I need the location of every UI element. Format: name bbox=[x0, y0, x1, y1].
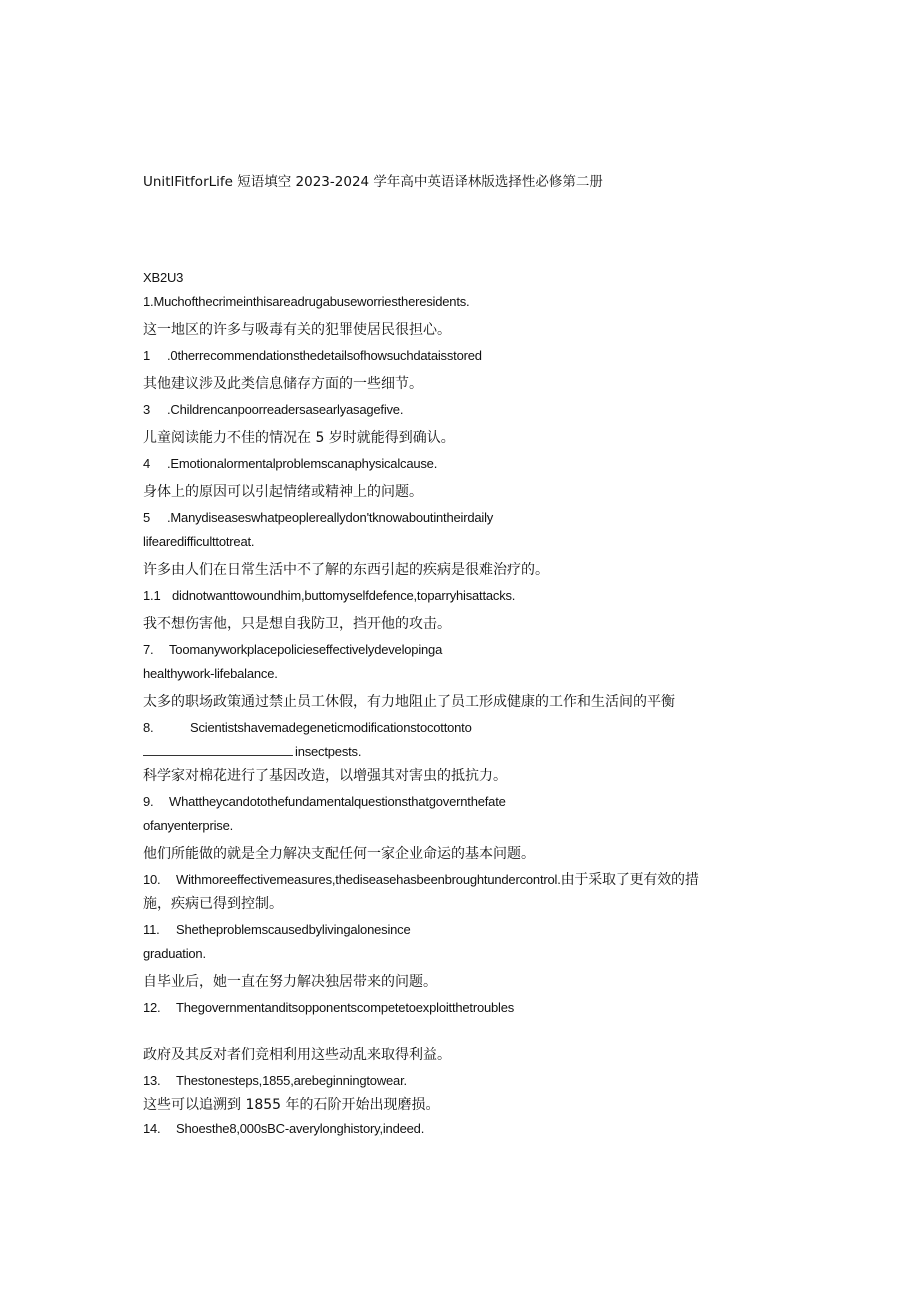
question-10-chinese: 施，疾病已得到控制。 bbox=[143, 896, 283, 912]
question-number: 5 bbox=[143, 510, 151, 525]
question-1-english: 1.Muchofthecrimeinthisareadrugabuseworriestheresidents. bbox=[143, 294, 470, 309]
question-1-chinese: 这一地区的许多与吸毒有关的犯罪使居民很担心。 bbox=[143, 322, 451, 338]
question-8-english-continued bbox=[143, 742, 361, 762]
question-7-english-continued: healthywork-lifebalance. bbox=[143, 666, 278, 681]
question-2-english bbox=[143, 346, 482, 366]
question-2-chinese: 其他建议涉及此类信息储存方面的一些细节。 bbox=[143, 376, 423, 392]
question-text: Toomanyworkplacepolicieseffectivelydevelopinga bbox=[169, 642, 443, 657]
question-6-english bbox=[143, 586, 515, 606]
question-text: .0therrecommendationsthedetailsofhowsuchdataisstored bbox=[167, 348, 482, 363]
question-text: didnotwanttowoundhim,buttomyselfdefence,toparryhisattacks. bbox=[172, 588, 516, 603]
question-number: 11. bbox=[143, 922, 160, 937]
question-7-english bbox=[143, 640, 442, 660]
question-text: Withmoreeffectivemeasures,thediseasehasbeenbroughtundercontrol. bbox=[176, 872, 561, 887]
question-4-chinese: 身体上的原因可以引起情绪或精神上的问题。 bbox=[143, 484, 423, 500]
question-5-english bbox=[143, 508, 493, 528]
question-9-chinese: 他们所能做的就是全力解决支配任何一家企业命运的基本问题。 bbox=[143, 846, 535, 862]
question-number: 3 bbox=[143, 402, 151, 417]
question-text: .Childrencanpoorreadersasearlyasagefive. bbox=[167, 402, 404, 417]
question-number: 13. bbox=[143, 1073, 161, 1088]
answer-blank bbox=[143, 743, 293, 756]
question-7-chinese: 太多的职场政策通过禁止员工休假，有力地阻止了员工形成健康的工作和生活间的平衡 bbox=[143, 694, 675, 710]
question-number: 7. bbox=[143, 642, 154, 657]
question-9-english bbox=[143, 792, 506, 812]
question-number: 14. bbox=[143, 1121, 161, 1136]
question-11-chinese: 自毕业后，她一直在努力解决独居带来的问题。 bbox=[143, 974, 437, 990]
question-12-chinese: 政府及其反对者们竞相利用这些动乱来取得利益。 bbox=[143, 1047, 451, 1063]
question-number: 1 bbox=[143, 348, 151, 363]
question-text: Shetheproblemscausedbylivingalonesince bbox=[176, 922, 411, 937]
question-text: .Manydiseaseswhatpeoplereallydon'tknowaboutintheirdaily bbox=[167, 510, 494, 525]
question-11-english-continued: graduation. bbox=[143, 946, 206, 961]
question-13-english bbox=[143, 1071, 407, 1091]
question-number: 1.1 bbox=[143, 588, 161, 603]
question-12-english bbox=[143, 998, 514, 1018]
question-8-chinese: 科学家对棉花进行了基因改造，以增强其对害虫的抵抗力。 bbox=[143, 768, 507, 784]
question-text: Whattheycandotothefundamentalquestionsthatgovernthefate bbox=[169, 794, 506, 809]
question-11-english bbox=[143, 920, 411, 940]
question-text: Shoesthe8,000sBC-averylonghistory,indeed. bbox=[176, 1121, 425, 1136]
question-number: 12. bbox=[143, 1000, 161, 1015]
question-text: .Emotionalormentalproblemscanaphysicalcause. bbox=[167, 456, 438, 471]
question-5-english-continued: lifearedifficulttotreat. bbox=[143, 534, 255, 549]
question-3-chinese: 儿童阅读能力不佳的情况在 5 岁时就能得到确认。 bbox=[143, 430, 455, 446]
question-13-chinese: 这些可以追溯到 1855 年的石阶开始出现磨损。 bbox=[143, 1097, 440, 1113]
question-9-english-continued: ofanyenterprise. bbox=[143, 818, 234, 833]
section-label: XB2U3 bbox=[143, 270, 184, 285]
question-text: Scientistshavemadegeneticmodificationstocottonto bbox=[190, 720, 472, 735]
question-4-english bbox=[143, 454, 437, 474]
question-10-chinese-inline: 由于采取了更有效的措 bbox=[560, 872, 699, 888]
question-6-chinese: 我不想伤害他，只是想自我防卫，挡开他的攻击。 bbox=[143, 616, 451, 632]
question-text: insectpests. bbox=[295, 744, 362, 759]
question-number: 8. bbox=[143, 720, 154, 735]
question-14-english bbox=[143, 1119, 424, 1139]
question-10-english bbox=[143, 870, 699, 890]
document-title: UnitlFitforLife 短语填空 2023-2024 学年高中英语译林版选择性必修第二册 bbox=[143, 174, 603, 190]
question-text: Thestonesteps,1855,arebeginningtowear. bbox=[176, 1073, 407, 1088]
question-number: 9. bbox=[143, 794, 154, 809]
question-8-english bbox=[143, 718, 472, 738]
question-3-english bbox=[143, 400, 403, 420]
question-number: 4 bbox=[143, 456, 151, 471]
question-text: Thegovernmentanditsopponentscompetetoexploitthetroubles bbox=[176, 1000, 515, 1015]
question-number: 10. bbox=[143, 872, 161, 887]
question-5-chinese: 许多由人们在日常生活中不了解的东西引起的疾病是很难治疗的。 bbox=[143, 562, 549, 578]
